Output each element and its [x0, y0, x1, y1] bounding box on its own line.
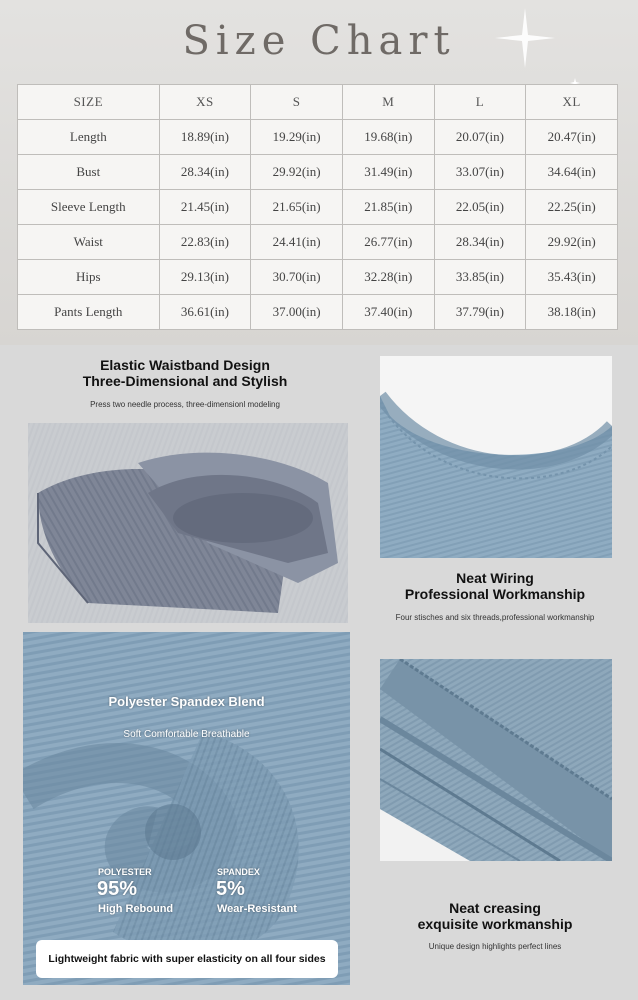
- table-cell: 33.07(in): [434, 155, 526, 190]
- table-cell: 37.00(in): [251, 295, 343, 330]
- spandex-desc: Wear-Resistant: [217, 903, 297, 915]
- fabric-title: Polyester Spandex Blend: [108, 694, 265, 709]
- table-row: [18, 120, 618, 155]
- creasing-title: Neat creasing: [449, 900, 541, 916]
- spandex-label: SPANDEX: [217, 867, 260, 877]
- wiring-caption: Four stisches and six threads,professional workmanship: [395, 613, 595, 622]
- table-cell: 21.65(in): [251, 190, 343, 225]
- table-cell: 29.92(in): [251, 155, 343, 190]
- size-table: [17, 84, 618, 330]
- table-row: [18, 295, 618, 330]
- wiring-heading: [370, 570, 620, 602]
- wiring-title: Neat Wiring: [456, 570, 534, 586]
- row-label: Length: [18, 120, 160, 155]
- creasing-subtitle: exquisite workmanship: [417, 916, 573, 932]
- table-cell: 29.92(in): [526, 225, 618, 260]
- table-cell: 28.34(in): [434, 225, 526, 260]
- fabric-banner: Lightweight fabric with super elasticity on all four sides: [36, 940, 338, 978]
- row-label: Sleeve Length: [18, 190, 160, 225]
- table-header-row: [18, 85, 618, 120]
- table-header-cell: SIZE: [18, 85, 160, 120]
- row-label: Pants Length: [18, 295, 160, 330]
- table-row: [18, 260, 618, 295]
- table-cell: 18.89(in): [159, 120, 251, 155]
- table-cell: 28.34(in): [159, 155, 251, 190]
- table-cell: 37.40(in): [342, 295, 434, 330]
- table-cell: 21.85(in): [342, 190, 434, 225]
- table-cell: 22.83(in): [159, 225, 251, 260]
- table-header-cell: M: [342, 85, 434, 120]
- waistband-subtitle: Three-Dimensional and Stylish: [82, 373, 288, 389]
- collar-photo: [380, 356, 612, 558]
- waistband-heading: [30, 357, 340, 389]
- table-cell: 24.41(in): [251, 225, 343, 260]
- table-header-cell: XS: [159, 85, 251, 120]
- table-row: [18, 190, 618, 225]
- fabric-photo: [23, 632, 350, 985]
- waistband-title: Elastic Waistband Design: [100, 357, 270, 373]
- waistband-photo: [28, 423, 348, 623]
- table-cell: 37.79(in): [434, 295, 526, 330]
- spandex-value: 5%: [216, 878, 245, 900]
- table-cell: 29.13(in): [159, 260, 251, 295]
- row-label: Waist: [18, 225, 160, 260]
- table-row: [18, 155, 618, 190]
- creasing-heading: [370, 900, 620, 932]
- waistband-caption: Press two needle process, three-dimensionl modeling: [90, 400, 280, 409]
- polyester-label: POLYESTER: [98, 867, 152, 877]
- table-header-cell: XL: [526, 85, 618, 120]
- table-cell: 32.28(in): [342, 260, 434, 295]
- table-cell: 22.05(in): [434, 190, 526, 225]
- table-cell: 38.18(in): [526, 295, 618, 330]
- table-cell: 31.49(in): [342, 155, 434, 190]
- table-header-cell: S: [251, 85, 343, 120]
- table-cell: 19.29(in): [251, 120, 343, 155]
- row-label: Hips: [18, 260, 160, 295]
- table-cell: 20.07(in): [434, 120, 526, 155]
- table-cell: 20.47(in): [526, 120, 618, 155]
- table-cell: 35.43(in): [526, 260, 618, 295]
- creasing-caption: Unique design highlights perfect lines: [428, 942, 562, 951]
- fabric-tags: Soft Comfortable Breathable: [123, 729, 250, 740]
- sparkle-icon: [495, 8, 555, 68]
- table-cell: 26.77(in): [342, 225, 434, 260]
- table-row: [18, 225, 618, 260]
- table-cell: 22.25(in): [526, 190, 618, 225]
- wiring-subtitle: Professional Workmanship: [404, 586, 586, 602]
- row-label: Bust: [18, 155, 160, 190]
- table-cell: 19.68(in): [342, 120, 434, 155]
- page-title: Size Chart: [182, 18, 456, 64]
- creasing-photo: [380, 659, 612, 861]
- table-header-cell: L: [434, 85, 526, 120]
- table-cell: 36.61(in): [159, 295, 251, 330]
- table-cell: 21.45(in): [159, 190, 251, 225]
- table-cell: 34.64(in): [526, 155, 618, 190]
- polyester-value: 95%: [97, 878, 138, 900]
- table-cell: 30.70(in): [251, 260, 343, 295]
- polyester-desc: High Rebound: [98, 903, 174, 915]
- table-cell: 33.85(in): [434, 260, 526, 295]
